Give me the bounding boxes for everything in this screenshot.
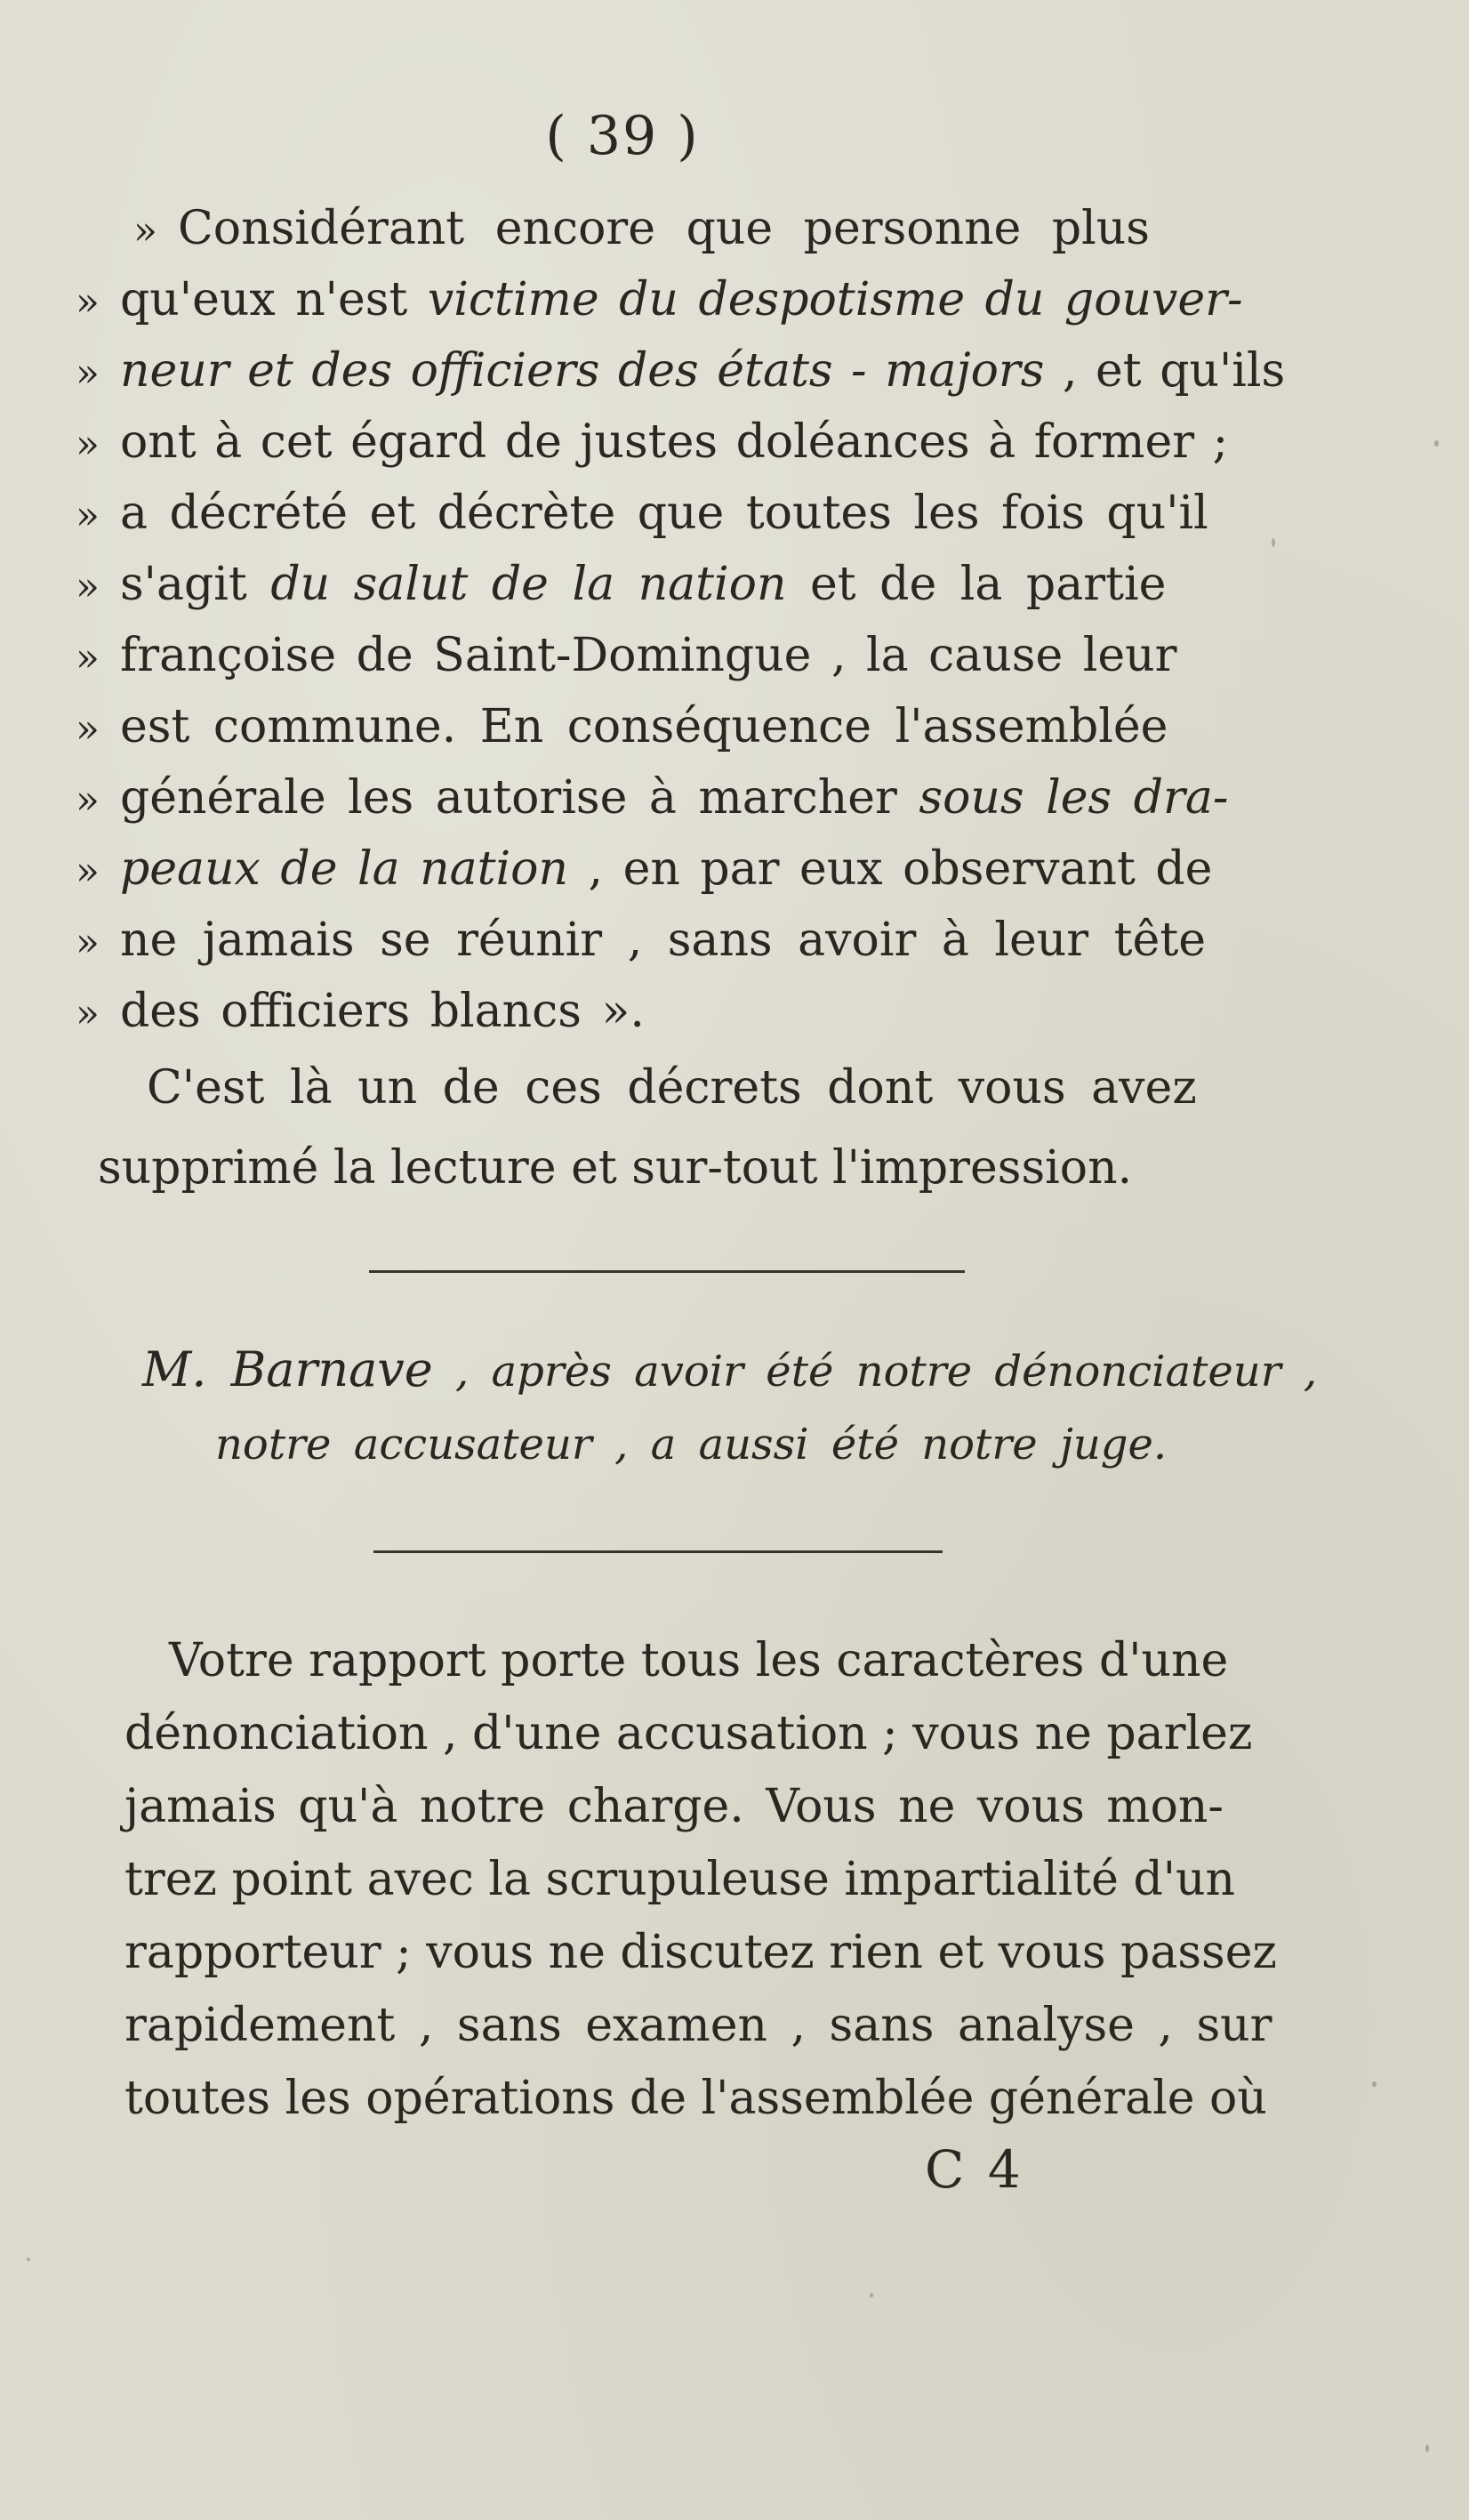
quote-line <box>76 415 1228 470</box>
paragraph-line: trez point avec la scrupuleuse impartialité d'un <box>124 1853 1236 1906</box>
page-number: ( 39 ) <box>545 105 700 167</box>
paragraph-line: dénonciation , d'une accusation ; vous ne parlez <box>124 1707 1253 1760</box>
quote-mark: » <box>76 706 100 752</box>
quote-line <box>76 913 1206 968</box>
quote-italic-text: neur et des officiers des états - majors <box>120 344 1045 398</box>
paragraph-line: supprimé la lecture et sur-tout l'impression. <box>98 1141 1133 1195</box>
quote-italic-text: peaux de la nation <box>120 842 568 896</box>
paper-speck <box>1272 538 1275 547</box>
quote-italic-text: sous les dra- <box>919 771 1229 825</box>
section-heading-line: notre accusateur , a aussi été notre juge. <box>215 1420 1168 1469</box>
quote-text: ne jamais se réunir , sans avoir à leur tête <box>120 914 1206 967</box>
paper-speck <box>870 2293 873 2298</box>
quote-italic-text: victime du despotisme du gouver- <box>427 273 1243 326</box>
quote-line <box>76 343 1285 399</box>
quote-text: s'agit <box>120 558 271 611</box>
paragraph-line: Votre rapport porte tous les caractères d'une <box>169 1634 1229 1687</box>
section-rule <box>369 1270 965 1273</box>
quote-mark: » <box>76 279 100 325</box>
paragraph-line: rapidement , sans examen , sans analyse , sur <box>124 1999 1272 2052</box>
quote-text: des officiers blancs ». <box>120 985 645 1038</box>
paragraph-line: C'est là un de ces décrets dont vous avez <box>147 1061 1197 1115</box>
quote-line <box>76 841 1212 897</box>
quote-text: , et qu'ils <box>1044 344 1286 398</box>
quote-line <box>76 486 1208 541</box>
quote-line <box>76 272 1243 327</box>
quote-text: qu'eux n'est <box>120 273 428 326</box>
heading-name: M. Barnave <box>142 1341 433 1397</box>
quote-text: est commune. En conséquence l'assemblée <box>120 700 1168 753</box>
section-rule <box>373 1550 943 1553</box>
quote-text: a décrété et décrète que toutes les fois qu'il <box>120 487 1208 540</box>
quote-mark: » <box>76 777 100 823</box>
quote-text: générale les autorise à marcher <box>120 771 919 825</box>
quote-mark: » <box>76 920 100 965</box>
quote-text: , en par eux observant de <box>567 842 1213 896</box>
quote-line <box>76 984 645 1039</box>
signature-mark: C 4 <box>925 2139 1024 2200</box>
quote-italic-text: du salut de la nation <box>270 558 787 611</box>
section-heading <box>142 1343 1317 1397</box>
quote-line <box>76 628 1177 683</box>
paper-speck <box>27 2258 30 2261</box>
quote-text: ont à cet égard de justes doléances à former ; <box>120 415 1229 469</box>
quote-mark: » <box>133 208 157 254</box>
quote-mark: » <box>76 564 100 609</box>
quote-text: Considérant encore que personne plus <box>178 202 1150 255</box>
quote-text: françoise de Saint-Domingue , la cause leur <box>120 629 1177 682</box>
quote-line <box>133 201 1150 256</box>
paragraph-line: toutes les opérations de l'assemblée générale où <box>124 2072 1267 2125</box>
quote-mark: » <box>76 493 100 538</box>
quote-mark: » <box>76 635 100 680</box>
quote-line <box>76 699 1168 754</box>
paragraph-line: jamais qu'à notre charge. Vous ne vous mon- <box>124 1780 1224 1833</box>
paper-speck <box>1372 2081 1377 2087</box>
quote-mark: » <box>76 991 100 1036</box>
heading-text: , après avoir été notre dénonciateur , <box>432 1347 1318 1397</box>
quote-text: et de la partie <box>786 558 1167 611</box>
quote-mark: » <box>76 422 100 467</box>
paragraph-line: rapporteur ; vous ne discutez rien et vous passez <box>124 1926 1277 1979</box>
quote-mark: » <box>76 350 100 396</box>
paper-speck <box>1425 2444 1429 2452</box>
quote-line <box>76 770 1228 825</box>
paper-speck <box>1434 440 1439 447</box>
quote-mark: » <box>76 849 100 894</box>
quote-line <box>76 557 1166 612</box>
